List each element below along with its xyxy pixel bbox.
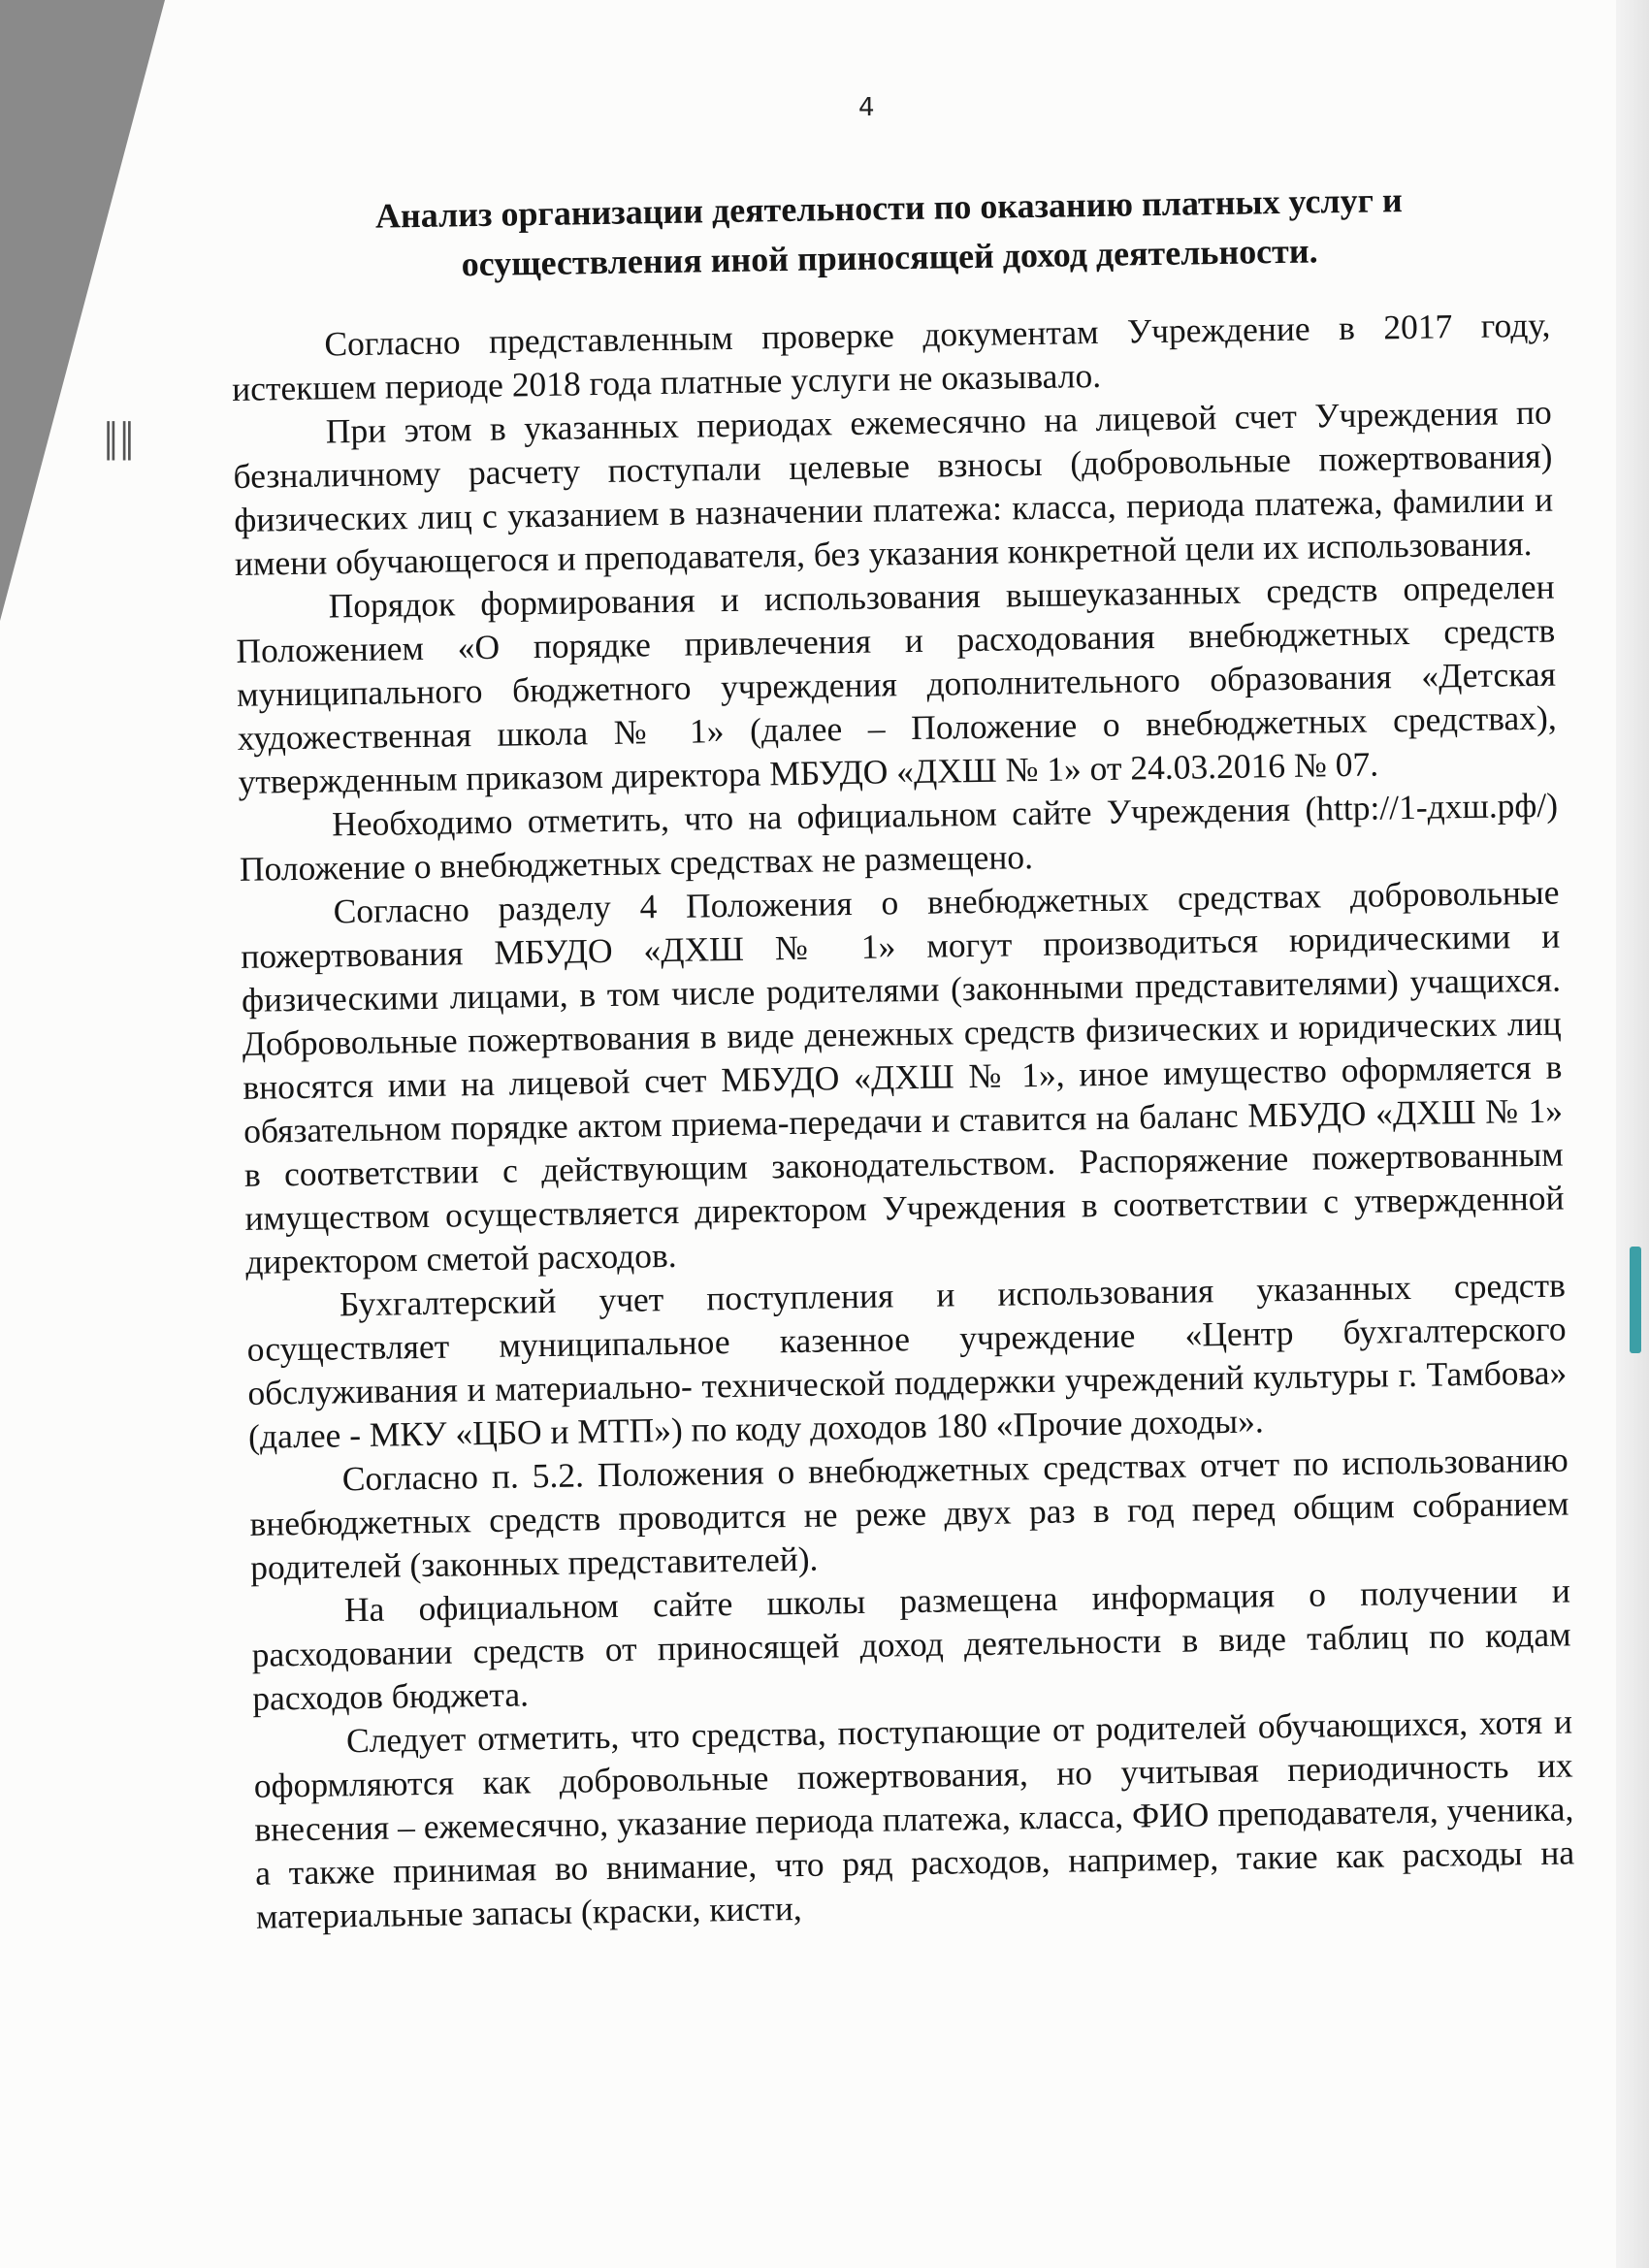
paragraph-accounting: Бухгалтерский учет поступления и использования указанных средств осуществляет муниципальное казенное учреждение «Центр бухгалтерского обслуживания и материально- технической поддержки учреждений культуры г. Тамбова» (далее - МКУ «ЦБО и МТП») по коду доходов 180 «Прочие доходы». bbox=[246, 1265, 1568, 1456]
page-edge-shadow bbox=[1616, 0, 1649, 2268]
folded-corner-shadow bbox=[0, 0, 165, 621]
paragraph-report-clause: Согласно п. 5.2. Положения о внебюджетных средствах отчет по использованию внебюджетных средств проводится не реже двух раз в год перед общим собранием родителей (законных представителей). bbox=[249, 1440, 1569, 1587]
paragraph-donations-section4: Согласно разделу 4 Положения о внебюджетных средствах добровольные пожертвования МБУДО «ДХШ № 1» могут производиться юридическими и физическими лицами, в том числе родителями (законными представителями) учащихся. Добровольные пожертвования в виде денежных средств физических и юридических лиц вносятся ими на лицевой счет МБУДО «ДХШ № 1», иное имущество оформляется в обязательном порядке актом приема-передачи и ставится на баланс МБУДО «ДХШ № 1» в соответствии с действующим законодательством. Распоряжение пожертвованным имуществом осуществляется директором Учреждения в соответствии с утвержденной директором сметой расходов. bbox=[241, 872, 1565, 1281]
margin-pencil-mark: ║║ bbox=[101, 422, 133, 461]
paragraph-regulation: Порядок формирования и использования вышеуказанных средств определен Положением «О порядке привлечения и расходования внебюджетных средств муниципального бюджетного учреждения дополнительного образования «Детская художественная школа № 1» (далее – Положение о внебюджетных средствах), утвержденным приказом директора МБУДО «ДХШ № 1» от 24.03.2016 № 07. bbox=[236, 567, 1557, 801]
paragraph-website-tables: На официальном сайте школы размещена информация о получении и расходовании средств от приносящей доход деятельности в виде таблиц по кодам расходов бюджета. bbox=[251, 1571, 1571, 1718]
paragraph-website-note: Необходимо отметить, что на официальном сайте Учреждения (http://1-дхш.рф/) Положение о внебюджетных средствах не размещено. bbox=[239, 785, 1559, 889]
binder-tab-mark bbox=[1630, 1247, 1641, 1353]
document-body bbox=[229, 174, 1575, 1939]
section-title-line: Анализ организации деятельности по оказанию платных услуг и bbox=[374, 180, 1403, 236]
section-title-line: осуществления иной приносящей доход деятельности. bbox=[461, 231, 1318, 284]
section-title bbox=[229, 174, 1549, 293]
page-number: 4 bbox=[858, 93, 875, 122]
paragraph-paid-services: Согласно представленным проверке документам Учреждение в 2017 году, истекшем периоде 2018 года платные услуги не оказывало. bbox=[231, 305, 1551, 408]
paragraph-target-contributions: При этом в указанных периодах ежемесячно на лицевой счет Учреждения по безналичному расчету поступали целевые взносы (добровольные пожертвования) физических лиц с указанием в назначении платежа: класса, периода платежа, фамилии и имени обучающегося и преподавателя, без указания конкретной цели их использования. bbox=[233, 392, 1554, 583]
paragraph-conclusion: Следует отметить, что средства, поступающие от родителей обучающихся, хотя и оформляются как добровольные пожертвования, но учитывая периодичность их внесения – ежемесячно, указание периода платежа, класса, ФИО преподавателя, ученика, а также принимая во внимание, что ряд расходов, например, такие как расходы на материальные запасы (краски, кисти, bbox=[253, 1701, 1575, 1936]
